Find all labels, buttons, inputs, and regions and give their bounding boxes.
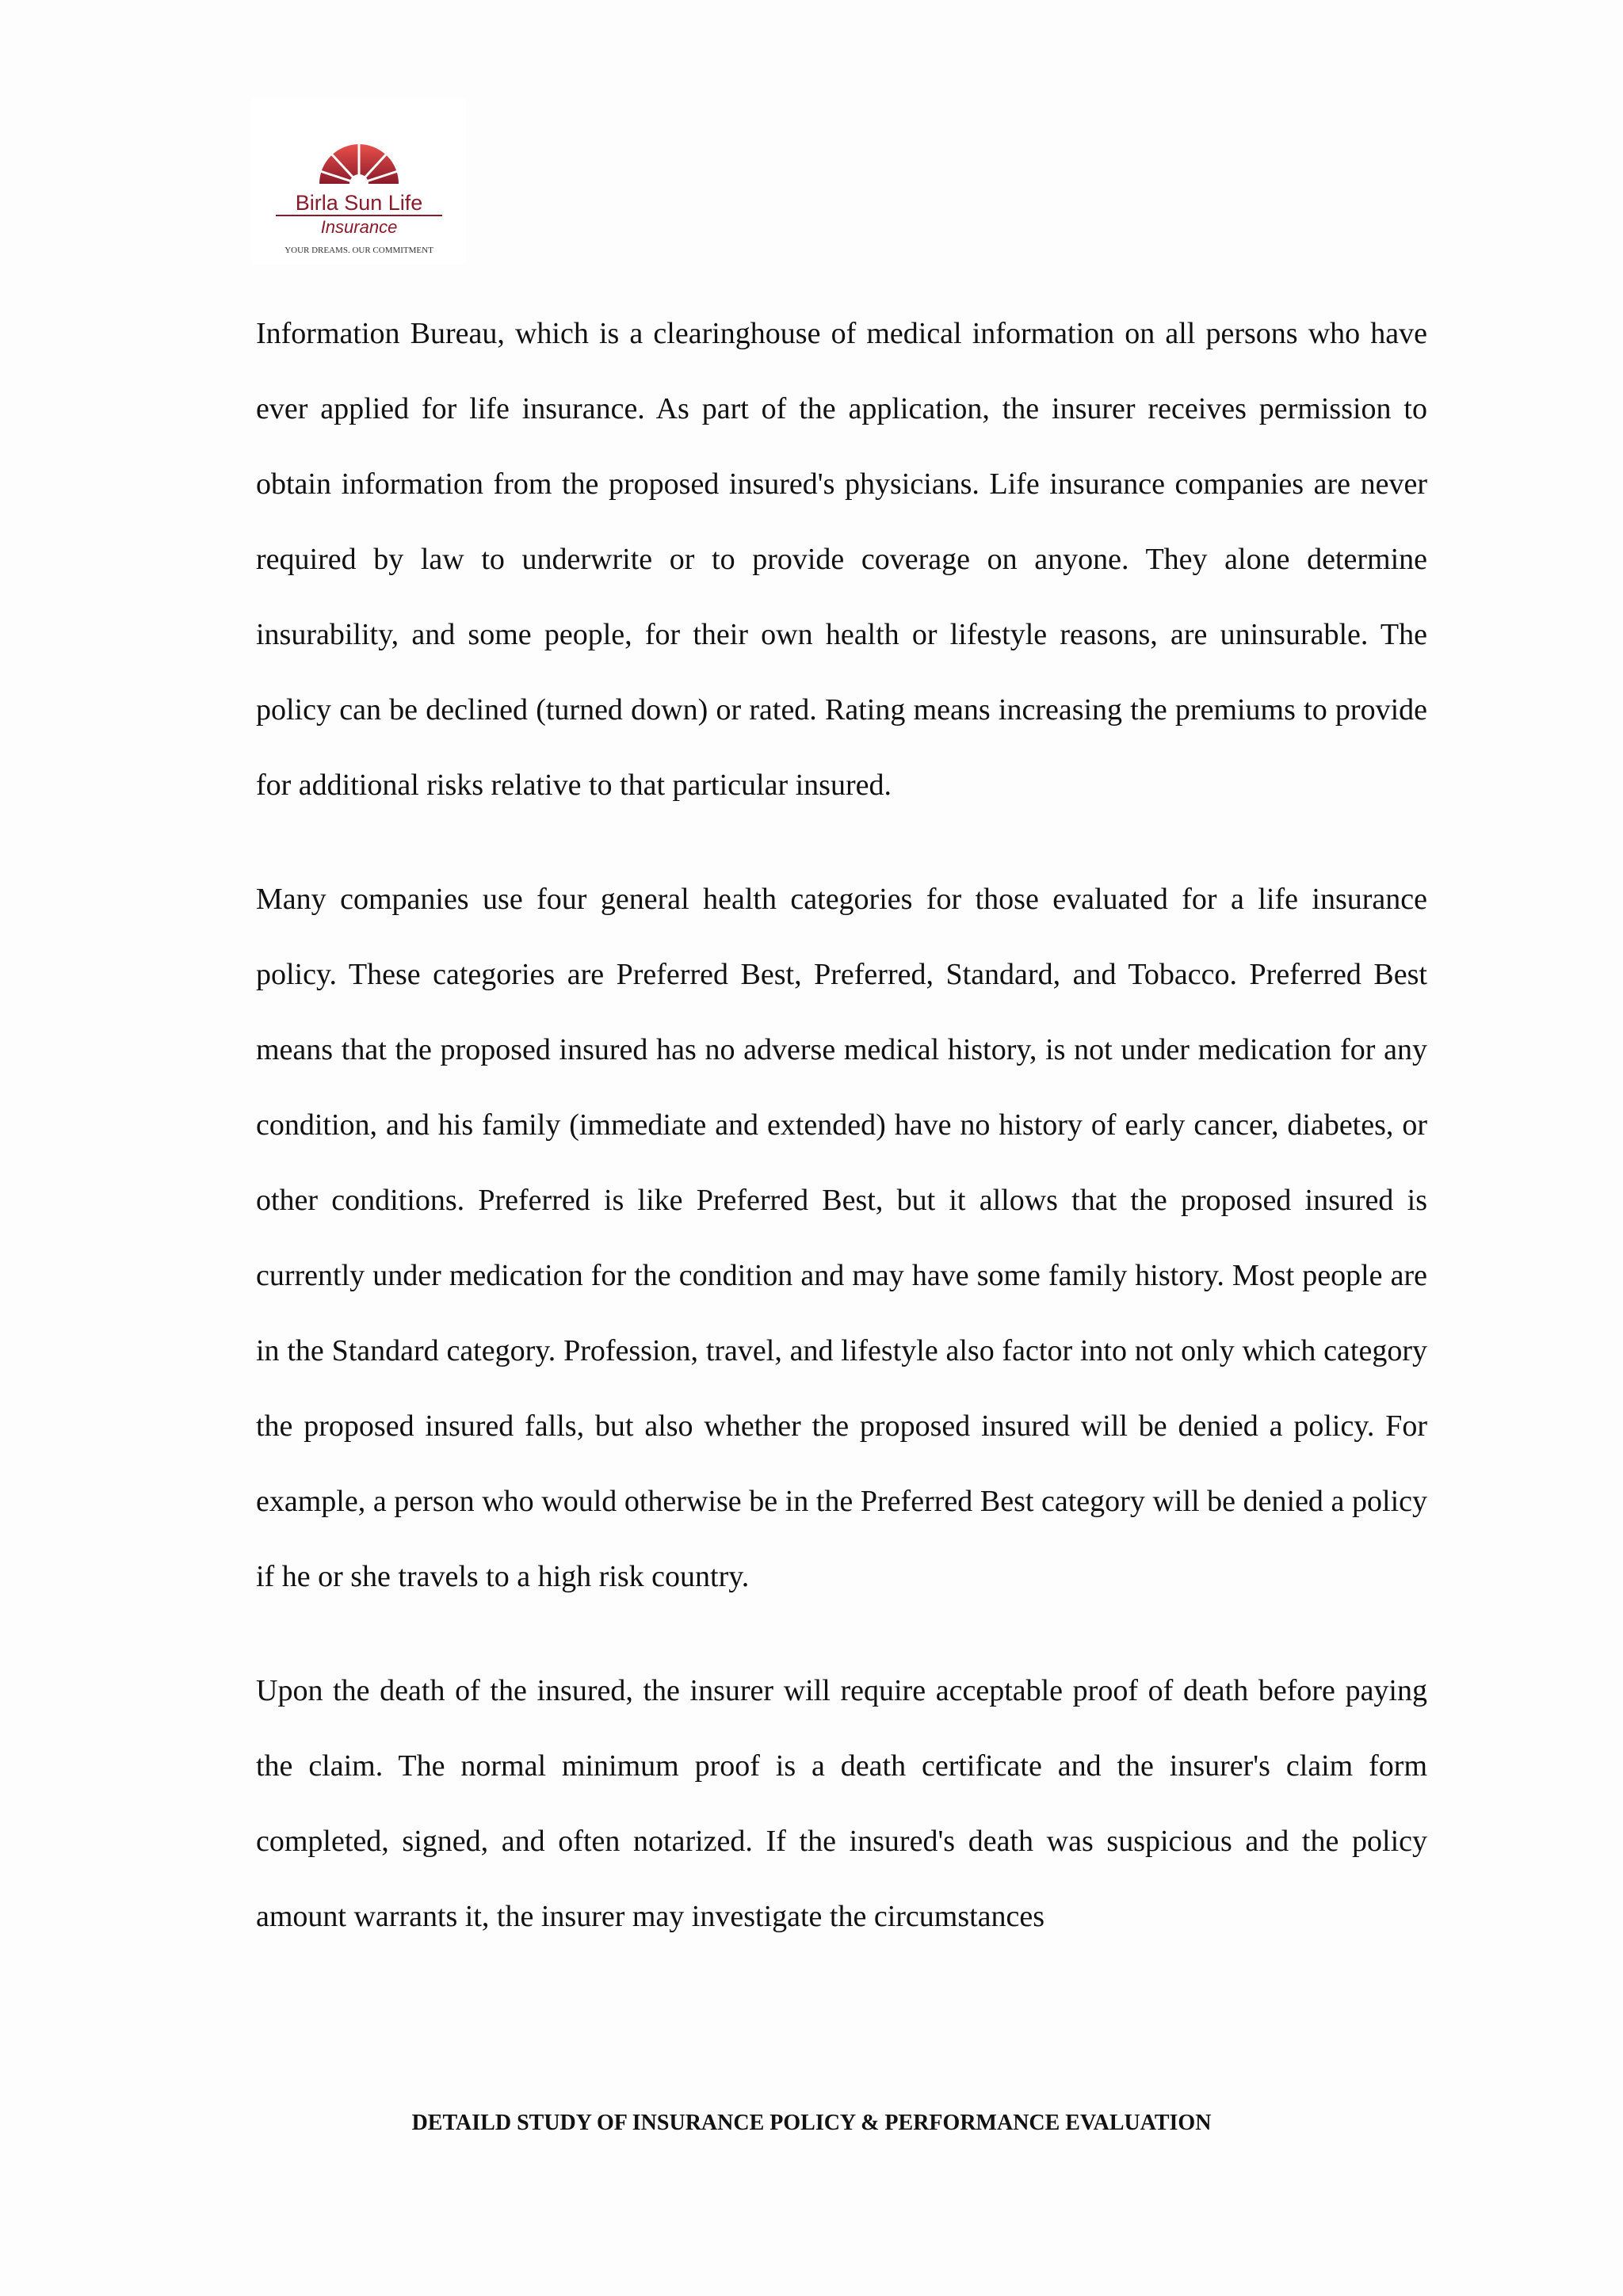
logo-subtitle: Insurance [320, 217, 398, 237]
paragraph-2: Many companies use four general health categories for those evaluated for a life insurance policy. These categories are Preferred Best, Preferred, Standard, and Tobacco. Preferred Best means that the proposed insured has no adverse medical history, is not under medication for any condition, and his family (immediate and extended) have no history of early cancer, diabetes, or other conditions. Preferred is like Preferred Best, but it allows that the proposed insured is currently under medication for the condition and may have some family history. Most people are in the Standard category. Profession, travel, and lifestyle also factor into not only which category the proposed insured falls, but also whether the proposed insured will be denied a policy. For example, a person who would otherwise be in the Preferred Best category will be denied a policy if he or she travels to a high risk country. [256, 883, 1427, 1593]
paragraph-3: Upon the death of the insured, the insurer will require acceptable proof of death before paying the claim. The normal minimum proof is a death certificate and the insurer's claim form completed, signed, and often notarized. If the insured's death was suspicious and the policy amount warrants it, the insurer may investigate the circumstances [256, 1674, 1427, 1933]
sun-logo-icon [252, 98, 466, 265]
document-body [256, 296, 1427, 1993]
page-footer: DETAILD STUDY OF INSURANCE POLICY & PERFORMANCE EVALUATION [411, 2111, 1212, 2135]
company-logo [252, 98, 466, 265]
logo-brand-name: Birla Sun Life [295, 191, 423, 215]
logo-tagline: YOUR DREAMS. OUR COMMITMENT [285, 246, 433, 255]
paragraph-1: Information Bureau, which is a clearinghouse of medical information on all persons who have ever applied for life insurance. As part of the application, the insurer receives permission to obtain information from the proposed insured's physicians. Life insurance companies are never required by law to underwrite or to provide coverage on anyone. They alone determine insurability, and some people, for their own health or lifestyle reasons, are uninsurable. The policy can be declined (turned down) or rated. Rating means increasing the premiums to provide for additional risks relative to that particular insured. [256, 317, 1427, 802]
